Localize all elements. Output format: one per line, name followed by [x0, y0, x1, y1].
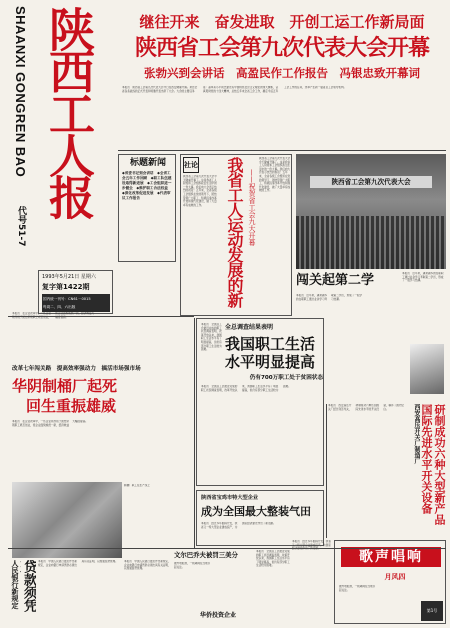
survey-kicker: 全总调查结果表明: [225, 324, 274, 331]
digest-body: ◆省委书记到会讲话 ◆全省工会五年工作回顾 ◆职工队伍建设取得新进展 ◆工会组织进一步健全 ◆维护职工合法权益 ◆深化改革促进发展 ◆代表审议工作报告: [122, 171, 172, 200]
serial-box: [42, 294, 110, 312]
divider: [8, 316, 194, 317]
lead-subline: 张勃兴到会讲话 高盈民作工作报告 冯银忠致开幕词: [144, 66, 420, 80]
study-side: 本报讯 近年来，越来越多的在职职工通过业余学习考取第二学历，形成了一股学习热潮。: [402, 272, 444, 283]
divider: [8, 548, 446, 549]
loan-headline-a: 贷款须凭: [21, 560, 36, 612]
misc-column: 本报讯 中国人民银行最近作出新规定，企业向银行申请贷款必须出具有关证明，以加强信贷管理。: [124, 560, 171, 571]
drum-headline-b: 回生重振雄威: [26, 397, 117, 415]
editorial: [180, 154, 292, 316]
drum-headline-a: 华阴制桶厂起死: [12, 377, 118, 395]
footer-badge: 第1号: [421, 601, 443, 621]
lead-kicker: 继往开来 奋发进取 开创工运工作新局面: [139, 13, 425, 31]
column-sub: 月风四: [384, 573, 406, 581]
research-story: [328, 404, 446, 534]
editorial-body-right: 陕西省工会第九次代表大会今天隆重开幕了。这是我省工人阶级和工会组织政治生活中的一件大事。我们向大会表示热烈的祝贺！五年来，全省各级工会组织在党的领导下，团结带领广大职工，积极投身改革开放和现代化建设，做了大量卓有成效的工作。: [259, 157, 291, 193]
column-title: 歌声唱响: [341, 547, 441, 567]
editorial-subline: ——祝贺省工会九大开幕: [248, 169, 256, 246]
misc-column-2: 本报讯 全国总工会最近完成的职工状况调查表明，改革开放以来，我国职工生活水平有了明显提高，但仍有部分职工生活较为困难。: [256, 550, 290, 568]
editorial-body-left: 陕西省工会第九次代表大会今天隆重开幕了。这是我省工人阶级和工会组织政治生活中的一件大事。我们向大会表示热烈的祝贺！五年来，全省各级工会组织在党的领导下，团结带领广大职工，积极投身改革开放和现代化建设，做了大量卓有成效的工作。: [183, 175, 217, 207]
culture-box: [174, 550, 254, 624]
drum-body: 本报讯 在企业改革中，一些企业领导班子团结带领职工艰苦创业，使企业面貌焕然一新，经济效益大幅度提高。: [12, 420, 88, 427]
column-body: 据外电报道，一则趣闻在当地引起关注。: [339, 585, 376, 592]
dateline: [38, 270, 113, 314]
masthead-code-value: 51-7: [16, 224, 26, 247]
research-headline: 研制成功六种大型新产品国际先进水平开关设备: [420, 404, 446, 525]
gasfield-box: [196, 490, 324, 546]
factory-body-top: 本报讯 在企业改革中，一些企业领导班子团结带领职工艰苦创业，使企业面貌焕然一新，经济效益大幅度提高。: [12, 312, 95, 319]
issue-number: 复字第1422期: [42, 283, 90, 291]
study-body: 本报讯 近年来，越来越多的在职职工通过业余学习考取第二学历，形成了一股学习热潮。: [296, 294, 363, 301]
gasfield-body: 本报讯 经过多年勘探开发，我省又一特大型企业建成投产，为国家经济建设作出了新贡献。: [201, 522, 276, 529]
loan-headline-b: 人民银行新规定: [11, 560, 19, 609]
masthead-code: [8, 206, 28, 264]
lead-headline: 陕西省工会第九次代表大会开幕: [134, 36, 429, 61]
digest-box: [118, 154, 176, 262]
survey-side: 本报讯 全国总工会最近完成的职工状况调查表明，改革开放以来，我国职工生活水平有了明显提高，但仍有部分职工生活较为困难。: [201, 323, 222, 352]
loan-body: 本报讯 中国人民银行最近作出新规定，企业向银行申请贷款必须出具有关证明，以加强信贷管理。: [38, 560, 118, 567]
gasfield-headline: 成为全国最大整装气田: [201, 505, 311, 518]
digest-title: 标题新闻: [129, 158, 166, 168]
research-kicker: 西安高压开关厂制造厂: [413, 404, 420, 464]
survey-headline-a: 我国职工生活: [225, 335, 316, 353]
research-body: 本报讯 西安高压开关厂经过刻苦攻关，研制成功六种达到国际先进水平的开关设备，填补了国内空白。: [328, 404, 405, 411]
masthead-code-label: 代号: [16, 206, 26, 224]
photo-banner: 陕西省工会第九次代表大会: [310, 176, 432, 188]
study-headline: 闯关起第二学: [296, 273, 375, 288]
culture-headline: 文尔巴乔夫被罚三美分: [174, 551, 238, 559]
editorial-tag: 社论: [183, 157, 199, 173]
drum-photo: [12, 482, 122, 558]
photo-crowd: [296, 216, 446, 269]
masthead-name: 陕西工人报: [42, 6, 96, 216]
survey-box: [196, 318, 324, 486]
loan-story: [10, 560, 122, 624]
survey-subline: 仍有700万职工处于贫困状态: [249, 375, 323, 381]
culture-body: 据外电报道，一则趣闻在当地引起关注。: [174, 562, 211, 569]
column-box: [334, 540, 446, 624]
study-photo: [410, 344, 444, 394]
masthead: [8, 6, 114, 268]
drum-kicker: 改革七年闯关路 提高效率强动力 搞活市场强市场: [12, 366, 141, 372]
bottom-right-body: 本报讯 经过多年勘探开发，我省又一特大型企业建成投产，为国家经济建设作出了新贡献。: [292, 540, 331, 551]
editorial-headline: 我省工人运动发展的新: [225, 157, 244, 307]
survey-body: 本报讯 全国总工会最近完成的职工状况调查表明，改革开放以来，我国职工生活水平有了明显提高，但仍有部分职工生活较为困难。: [201, 385, 291, 392]
drum-caption: 制桶厂职工在生产线上: [124, 484, 150, 487]
issue-date: 1993年5月21日 星期六: [42, 274, 96, 280]
conference-photo: [296, 154, 446, 269]
divider: [118, 150, 446, 151]
survey-headline-b: 水平明显提高: [225, 353, 316, 371]
masthead-pinyin: SHAANXI GONGREN BAO: [13, 6, 28, 178]
lead-body: 本报讯 陕西省工会第九次代表大会今日在西安隆重开幕。来自全省各条战线的正式代表和特邀代表出席了大会。大会的主要任务是：高举邓小平同志建设有中国特色社会主义理论的伟大旗帜，认真贯彻党的十四大精神，总结五年来全省工会工作，确定今后五年工会工作的任务，选举产生新一届省总工会领导机构。: [122, 86, 347, 93]
divider: [326, 404, 327, 538]
publish-schedule: 每周二、四、六出版: [43, 305, 76, 309]
serial-number: 国内统一刊号：CN61－0015: [43, 297, 91, 301]
divider: [194, 318, 195, 548]
gasfield-kicker: 陕西省宝鸡市特大型企业: [201, 495, 259, 501]
advert: 华侨投资企业: [199, 612, 236, 619]
